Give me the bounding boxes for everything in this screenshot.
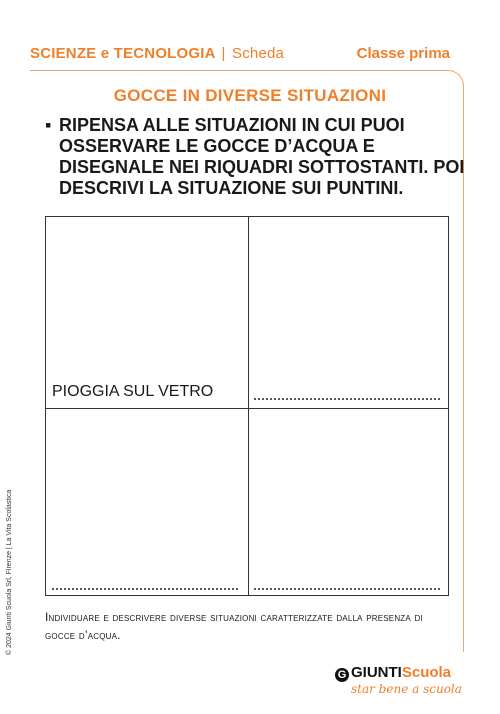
cell-2-dotted-line[interactable] (254, 396, 440, 400)
page-header (30, 45, 450, 65)
drawing-grid (45, 216, 449, 596)
bullet-icon: ▪ (45, 115, 52, 135)
publisher-logo (335, 664, 465, 704)
grid-vertical-divider (248, 217, 249, 595)
cell-3-dotted-line[interactable] (52, 586, 238, 590)
header-separator: | (221, 45, 226, 62)
worksheet-title: GOCCE IN DIVERSE SITUAZIONI (113, 86, 387, 105)
instruction (45, 115, 465, 199)
cell-4-dotted-line[interactable] (254, 586, 440, 590)
copyright-notice: © 2024 Giunti Scuola Srl, Firenze | La Vita Scolastica (6, 489, 13, 655)
subject-name: SCIENZE e TECNOLOGIA (30, 45, 216, 62)
instruction-text: RIPENSA ALLE SITUAZIONI IN CUI PUOI OSSERVARE LE GOCCE D’ACQUA E DISEGNALE NEI RIQUADRI SOTTOSTANTI. POI DESCRIVI LA SITUAZIONE SUI PUNTINI. (59, 115, 465, 198)
grid-horizontal-divider (46, 408, 448, 409)
cell-1-label: PIOGGIA SUL VETRO (52, 383, 214, 400)
sheet-kind: Scheda (232, 45, 285, 62)
grade-label: Classe prima (356, 45, 450, 62)
logo-brand: GIUNTI (351, 664, 402, 681)
logo-g-icon: G (335, 668, 349, 682)
logo-tagline: star bene a scuola (351, 682, 462, 696)
learning-objective: Individuare e descrivere diverse situazioni caratterizzate dalla presenza di gocce d’acqua. (45, 610, 423, 642)
logo-wordmark (335, 664, 451, 682)
logo-brand-accent: Scuola (401, 664, 452, 681)
subject-label (30, 45, 284, 62)
